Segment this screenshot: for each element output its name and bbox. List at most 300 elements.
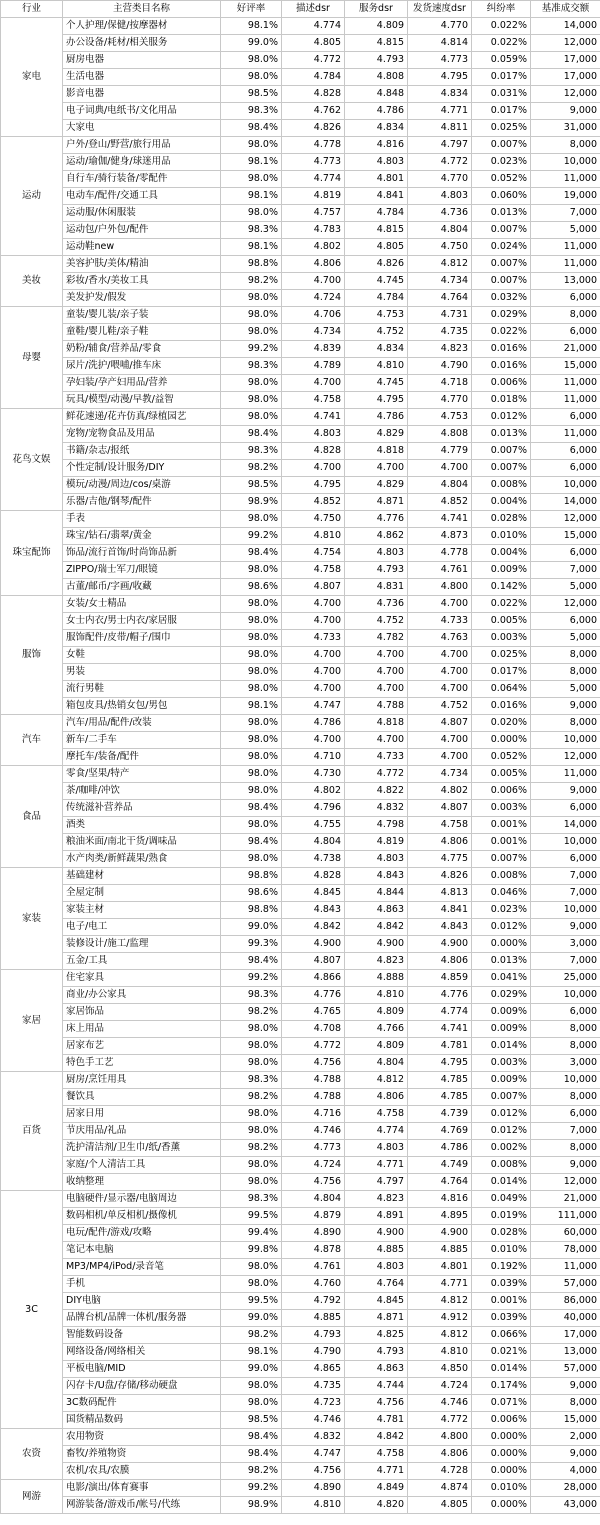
category-cell: 3C数码配件 [63, 1395, 221, 1412]
base-sales-cell: 15,000 [531, 358, 600, 375]
positive-rate-cell: 98.2% [221, 1463, 282, 1480]
service-dsr-cell: 4.771 [345, 1463, 408, 1480]
description-dsr-cell: 4.890 [282, 1225, 345, 1242]
table-row [1, 1327, 600, 1344]
dispute-rate-cell: 0.005% [472, 613, 531, 630]
base-sales-cell: 8,000 [531, 715, 600, 732]
dispute-rate-cell: 0.025% [472, 647, 531, 664]
table-row [1, 222, 600, 239]
base-sales-cell: 12,000 [531, 749, 600, 766]
positive-rate-cell: 98.3% [221, 103, 282, 120]
table-row [1, 851, 600, 868]
dispute-rate-cell: 0.008% [472, 868, 531, 885]
table-row [1, 154, 600, 171]
shipping-dsr-cell: 4.724 [408, 1378, 472, 1395]
base-sales-cell: 7,000 [531, 562, 600, 579]
positive-rate-cell: 98.0% [221, 324, 282, 341]
positive-rate-cell: 98.0% [221, 137, 282, 154]
positive-rate-cell: 98.3% [221, 222, 282, 239]
table-row [1, 205, 600, 222]
category-cell: 全屋定制 [63, 885, 221, 902]
base-sales-cell: 14,000 [531, 494, 600, 511]
base-sales-cell: 17,000 [531, 69, 600, 86]
shipping-dsr-cell: 4.797 [408, 137, 472, 154]
category-cell: 家庭/个人清洁工具 [63, 1157, 221, 1174]
shipping-dsr-cell: 4.764 [408, 290, 472, 307]
base-sales-cell: 9,000 [531, 698, 600, 715]
dispute-rate-cell: 0.021% [472, 1344, 531, 1361]
shipping-dsr-cell: 4.749 [408, 1157, 472, 1174]
category-cell: 手表 [63, 511, 221, 528]
dispute-rate-cell: 0.009% [472, 562, 531, 579]
category-cell: 乐器/吉他/钢琴/配件 [63, 494, 221, 511]
category-cell: 节庆用品/礼品 [63, 1123, 221, 1140]
positive-rate-cell: 98.1% [221, 18, 282, 35]
base-sales-cell: 9,000 [531, 1157, 600, 1174]
dispute-rate-cell: 0.007% [472, 851, 531, 868]
dispute-rate-cell: 0.028% [472, 511, 531, 528]
dispute-rate-cell: 0.013% [472, 953, 531, 970]
description-dsr-cell: 4.700 [282, 596, 345, 613]
shipping-dsr-cell: 4.758 [408, 817, 472, 834]
base-sales-cell: 10,000 [531, 477, 600, 494]
base-sales-cell: 11,000 [531, 171, 600, 188]
shipping-dsr-cell: 4.850 [408, 1361, 472, 1378]
table-row [1, 783, 600, 800]
table-row [1, 698, 600, 715]
positive-rate-cell: 98.2% [221, 1004, 282, 1021]
base-sales-cell: 28,000 [531, 1480, 600, 1497]
dispute-rate-cell: 0.060% [472, 188, 531, 205]
base-sales-cell: 10,000 [531, 1072, 600, 1089]
positive-rate-cell: 99.0% [221, 1310, 282, 1327]
category-cell: 农机/农具/农膜 [63, 1463, 221, 1480]
positive-rate-cell: 98.2% [221, 1327, 282, 1344]
table-row [1, 69, 600, 86]
shipping-dsr-cell: 4.736 [408, 205, 472, 222]
header-shipping-dsr: 发货速度dsr [408, 1, 472, 18]
table-row [1, 817, 600, 834]
table-row [1, 1174, 600, 1191]
service-dsr-cell: 4.745 [345, 273, 408, 290]
service-dsr-cell: 4.795 [345, 392, 408, 409]
dispute-rate-cell: 0.013% [472, 205, 531, 222]
base-sales-cell: 8,000 [531, 137, 600, 154]
description-dsr-cell: 4.730 [282, 766, 345, 783]
category-cell: 电子词典/电纸书/文化用品 [63, 103, 221, 120]
category-cell: 女装/女士精品 [63, 596, 221, 613]
shipping-dsr-cell: 4.812 [408, 1293, 472, 1310]
table-row [1, 477, 600, 494]
positive-rate-cell: 98.0% [221, 851, 282, 868]
shipping-dsr-cell: 4.800 [408, 1429, 472, 1446]
table-row [1, 647, 600, 664]
dispute-rate-cell: 0.001% [472, 817, 531, 834]
positive-rate-cell: 98.6% [221, 885, 282, 902]
dispute-rate-cell: 0.059% [472, 52, 531, 69]
service-dsr-cell: 4.804 [345, 1055, 408, 1072]
header-dispute-rate: 纠纷率 [472, 1, 531, 18]
table-row [1, 273, 600, 290]
positive-rate-cell: 98.5% [221, 86, 282, 103]
description-dsr-cell: 4.747 [282, 1446, 345, 1463]
base-sales-cell: 21,000 [531, 341, 600, 358]
category-cell: 网络设备/网络相关 [63, 1344, 221, 1361]
positive-rate-cell: 98.0% [221, 749, 282, 766]
dispute-rate-cell: 0.018% [472, 392, 531, 409]
category-cell: 流行男鞋 [63, 681, 221, 698]
industry-cell: 美妆 [1, 256, 63, 307]
positive-rate-cell: 98.1% [221, 698, 282, 715]
category-cell: 电子/电工 [63, 919, 221, 936]
category-cell: 零食/坚果/特产 [63, 766, 221, 783]
table-row [1, 460, 600, 477]
base-sales-cell: 6,000 [531, 613, 600, 630]
positive-rate-cell: 98.9% [221, 494, 282, 511]
description-dsr-cell: 4.828 [282, 443, 345, 460]
table-row [1, 171, 600, 188]
shipping-dsr-cell: 4.804 [408, 222, 472, 239]
industry-cell: 农资 [1, 1429, 63, 1480]
category-cell: 鲜花速递/花卉仿真/绿植园艺 [63, 409, 221, 426]
service-dsr-cell: 4.815 [345, 35, 408, 52]
description-dsr-cell: 4.802 [282, 239, 345, 256]
table-row [1, 1310, 600, 1327]
description-dsr-cell: 4.700 [282, 460, 345, 477]
shipping-dsr-cell: 4.785 [408, 1072, 472, 1089]
description-dsr-cell: 4.783 [282, 222, 345, 239]
base-sales-cell: 11,000 [531, 392, 600, 409]
base-sales-cell: 19,000 [531, 188, 600, 205]
shipping-dsr-cell: 4.718 [408, 375, 472, 392]
base-sales-cell: 15,000 [531, 528, 600, 545]
service-dsr-cell: 4.812 [345, 1072, 408, 1089]
description-dsr-cell: 4.819 [282, 188, 345, 205]
table-row [1, 953, 600, 970]
description-dsr-cell: 4.773 [282, 1140, 345, 1157]
category-cell: 闪存卡/U盘/存储/移动硬盘 [63, 1378, 221, 1395]
description-dsr-cell: 4.760 [282, 1276, 345, 1293]
description-dsr-cell: 4.802 [282, 783, 345, 800]
service-dsr-cell: 4.801 [345, 171, 408, 188]
table-row [1, 732, 600, 749]
table-row [1, 1225, 600, 1242]
industry-cell: 家居 [1, 970, 63, 1072]
service-dsr-cell: 4.784 [345, 290, 408, 307]
dispute-rate-cell: 0.012% [472, 409, 531, 426]
base-sales-cell: 13,000 [531, 273, 600, 290]
service-dsr-cell: 4.803 [345, 1259, 408, 1276]
description-dsr-cell: 4.778 [282, 137, 345, 154]
description-dsr-cell: 4.865 [282, 1361, 345, 1378]
table-row [1, 120, 600, 137]
shipping-dsr-cell: 4.912 [408, 1310, 472, 1327]
category-cell: 厨房电器 [63, 52, 221, 69]
base-sales-cell: 9,000 [531, 1446, 600, 1463]
service-dsr-cell: 4.805 [345, 239, 408, 256]
shipping-dsr-cell: 4.770 [408, 392, 472, 409]
shipping-dsr-cell: 4.771 [408, 1276, 472, 1293]
shipping-dsr-cell: 4.800 [408, 579, 472, 596]
shipping-dsr-cell: 4.700 [408, 460, 472, 477]
category-cell: 生活电器 [63, 69, 221, 86]
table-row [1, 1480, 600, 1497]
dispute-rate-cell: 0.007% [472, 273, 531, 290]
shipping-dsr-cell: 4.801 [408, 1259, 472, 1276]
dispute-rate-cell: 0.005% [472, 766, 531, 783]
table-row [1, 1361, 600, 1378]
dispute-rate-cell: 0.017% [472, 103, 531, 120]
dispute-rate-cell: 0.003% [472, 630, 531, 647]
service-dsr-cell: 4.786 [345, 103, 408, 120]
description-dsr-cell: 4.724 [282, 290, 345, 307]
dispute-rate-cell: 0.032% [472, 290, 531, 307]
category-cell: 畜牧/养殖物资 [63, 1446, 221, 1463]
description-dsr-cell: 4.700 [282, 732, 345, 749]
base-sales-cell: 11,000 [531, 1259, 600, 1276]
base-sales-cell: 10,000 [531, 154, 600, 171]
base-sales-cell: 12,000 [531, 35, 600, 52]
dispute-rate-cell: 0.009% [472, 1004, 531, 1021]
category-cell: 餐饮具 [63, 1089, 221, 1106]
dispute-rate-cell: 0.012% [472, 1123, 531, 1140]
description-dsr-cell: 4.805 [282, 35, 345, 52]
table-row [1, 868, 600, 885]
service-dsr-cell: 4.700 [345, 732, 408, 749]
industry-cell: 母婴 [1, 307, 63, 409]
table-row [1, 1004, 600, 1021]
shipping-dsr-cell: 4.778 [408, 545, 472, 562]
table-row [1, 749, 600, 766]
description-dsr-cell: 4.757 [282, 205, 345, 222]
base-sales-cell: 21,000 [531, 1191, 600, 1208]
description-dsr-cell: 4.845 [282, 885, 345, 902]
positive-rate-cell: 99.2% [221, 528, 282, 545]
dispute-rate-cell: 0.000% [472, 936, 531, 953]
dispute-rate-cell: 0.022% [472, 35, 531, 52]
service-dsr-cell: 4.834 [345, 120, 408, 137]
description-dsr-cell: 4.807 [282, 953, 345, 970]
category-cell: 汽车/用品/配件/改装 [63, 715, 221, 732]
dispute-rate-cell: 0.014% [472, 1174, 531, 1191]
category-cell: 玩具/模型/动漫/早教/益智 [63, 392, 221, 409]
positive-rate-cell: 98.2% [221, 1140, 282, 1157]
table-row [1, 1106, 600, 1123]
table-row [1, 562, 600, 579]
dispute-rate-cell: 0.020% [472, 715, 531, 732]
category-cell: 特色手工艺 [63, 1055, 221, 1072]
shipping-dsr-cell: 4.805 [408, 1497, 472, 1514]
positive-rate-cell: 98.0% [221, 1174, 282, 1191]
positive-rate-cell: 98.0% [221, 69, 282, 86]
service-dsr-cell: 4.793 [345, 1344, 408, 1361]
category-cell: 运动服/休闲服装 [63, 205, 221, 222]
base-sales-cell: 4,000 [531, 1463, 600, 1480]
positive-rate-cell: 98.9% [221, 1497, 282, 1514]
base-sales-cell: 78,000 [531, 1242, 600, 1259]
category-cell: 平板电脑/MID [63, 1361, 221, 1378]
dispute-rate-cell: 0.017% [472, 69, 531, 86]
dispute-rate-cell: 0.007% [472, 137, 531, 154]
table-row [1, 18, 600, 35]
dispute-rate-cell: 0.006% [472, 1412, 531, 1429]
category-cell: 粮油米面/南北干货/调味品 [63, 834, 221, 851]
positive-rate-cell: 99.5% [221, 1208, 282, 1225]
service-dsr-cell: 4.758 [345, 1106, 408, 1123]
header-description-dsr: 描述dsr [282, 1, 345, 18]
category-cell: ZIPPO/瑞士军刀/眼镜 [63, 562, 221, 579]
shipping-dsr-cell: 4.900 [408, 1225, 472, 1242]
description-dsr-cell: 4.700 [282, 273, 345, 290]
positive-rate-cell: 98.0% [221, 715, 282, 732]
shipping-dsr-cell: 4.773 [408, 52, 472, 69]
positive-rate-cell: 98.0% [221, 52, 282, 69]
service-dsr-cell: 4.803 [345, 1140, 408, 1157]
base-sales-cell: 6,000 [531, 800, 600, 817]
table-row [1, 1395, 600, 1412]
base-sales-cell: 40,000 [531, 1310, 600, 1327]
service-dsr-cell: 4.862 [345, 528, 408, 545]
dispute-rate-cell: 0.004% [472, 494, 531, 511]
category-cell: 自行车/骑行装备/零配件 [63, 171, 221, 188]
category-cell: 男装 [63, 664, 221, 681]
dispute-rate-cell: 0.016% [472, 341, 531, 358]
service-dsr-cell: 4.809 [345, 1004, 408, 1021]
service-dsr-cell: 4.752 [345, 613, 408, 630]
dispute-rate-cell: 0.066% [472, 1327, 531, 1344]
industry-cell: 珠宝配饰 [1, 511, 63, 596]
description-dsr-cell: 4.734 [282, 324, 345, 341]
base-sales-cell: 11,000 [531, 426, 600, 443]
shipping-dsr-cell: 4.807 [408, 800, 472, 817]
category-cell: 美发护发/假发 [63, 290, 221, 307]
service-dsr-cell: 4.810 [345, 987, 408, 1004]
service-dsr-cell: 4.832 [345, 800, 408, 817]
service-dsr-cell: 4.842 [345, 1429, 408, 1446]
dispute-rate-cell: 0.001% [472, 1293, 531, 1310]
service-dsr-cell: 4.803 [345, 154, 408, 171]
dispute-rate-cell: 0.024% [472, 239, 531, 256]
table-row [1, 443, 600, 460]
service-dsr-cell: 4.745 [345, 375, 408, 392]
industry-cell: 汽车 [1, 715, 63, 766]
dispute-rate-cell: 0.010% [472, 1242, 531, 1259]
service-dsr-cell: 4.845 [345, 1293, 408, 1310]
table-row [1, 35, 600, 52]
category-cell: 厨房/烹饪用具 [63, 1072, 221, 1089]
table-row [1, 715, 600, 732]
description-dsr-cell: 4.700 [282, 375, 345, 392]
category-cell: 童鞋/婴儿鞋/亲子鞋 [63, 324, 221, 341]
service-dsr-cell: 4.826 [345, 256, 408, 273]
service-dsr-cell: 4.829 [345, 477, 408, 494]
dispute-rate-cell: 0.022% [472, 596, 531, 613]
category-cell: 箱包皮具/热销女包/男包 [63, 698, 221, 715]
shipping-dsr-cell: 4.843 [408, 919, 472, 936]
positive-rate-cell: 98.0% [221, 664, 282, 681]
dispute-rate-cell: 0.003% [472, 1055, 531, 1072]
description-dsr-cell: 4.806 [282, 256, 345, 273]
positive-rate-cell: 99.0% [221, 1361, 282, 1378]
base-sales-cell: 14,000 [531, 18, 600, 35]
shipping-dsr-cell: 4.734 [408, 273, 472, 290]
description-dsr-cell: 4.788 [282, 1072, 345, 1089]
description-dsr-cell: 4.866 [282, 970, 345, 987]
description-dsr-cell: 4.765 [282, 1004, 345, 1021]
dispute-rate-cell: 0.022% [472, 324, 531, 341]
service-dsr-cell: 4.782 [345, 630, 408, 647]
positive-rate-cell: 98.0% [221, 766, 282, 783]
category-cell: 书籍/杂志/报纸 [63, 443, 221, 460]
service-dsr-cell: 4.700 [345, 647, 408, 664]
shipping-dsr-cell: 4.786 [408, 1140, 472, 1157]
service-dsr-cell: 4.700 [345, 664, 408, 681]
service-dsr-cell: 4.843 [345, 868, 408, 885]
shipping-dsr-cell: 4.816 [408, 1191, 472, 1208]
base-sales-cell: 7,000 [531, 1123, 600, 1140]
category-cell: 童装/婴儿装/亲子装 [63, 307, 221, 324]
shipping-dsr-cell: 4.812 [408, 1327, 472, 1344]
table-row [1, 375, 600, 392]
dispute-rate-cell: 0.022% [472, 18, 531, 35]
service-dsr-cell: 4.825 [345, 1327, 408, 1344]
dispute-rate-cell: 0.039% [472, 1310, 531, 1327]
category-cell: 基础建材 [63, 868, 221, 885]
dispute-rate-cell: 0.142% [472, 579, 531, 596]
shipping-dsr-cell: 4.811 [408, 120, 472, 137]
description-dsr-cell: 4.756 [282, 1055, 345, 1072]
dispute-rate-cell: 0.049% [472, 1191, 531, 1208]
table-row [1, 1021, 600, 1038]
service-dsr-cell: 4.822 [345, 783, 408, 800]
dispute-rate-cell: 0.014% [472, 1361, 531, 1378]
positive-rate-cell: 98.0% [221, 630, 282, 647]
header-industry: 行业 [1, 1, 63, 18]
positive-rate-cell: 98.1% [221, 1344, 282, 1361]
dispute-rate-cell: 0.010% [472, 528, 531, 545]
description-dsr-cell: 4.803 [282, 426, 345, 443]
positive-rate-cell: 98.3% [221, 987, 282, 1004]
shipping-dsr-cell: 4.775 [408, 851, 472, 868]
base-sales-cell: 25,000 [531, 970, 600, 987]
service-dsr-cell: 4.766 [345, 1021, 408, 1038]
shipping-dsr-cell: 4.741 [408, 511, 472, 528]
description-dsr-cell: 4.773 [282, 154, 345, 171]
base-sales-cell: 57,000 [531, 1276, 600, 1293]
category-cell: 古董/邮币/字画/收藏 [63, 579, 221, 596]
industry-cell: 家电 [1, 18, 63, 137]
service-dsr-cell: 4.764 [345, 1276, 408, 1293]
description-dsr-cell: 4.708 [282, 1021, 345, 1038]
positive-rate-cell: 99.2% [221, 970, 282, 987]
table-row [1, 341, 600, 358]
table-row [1, 86, 600, 103]
base-sales-cell: 13,000 [531, 1344, 600, 1361]
shipping-dsr-cell: 4.700 [408, 732, 472, 749]
category-cell: 商业/办公家具 [63, 987, 221, 1004]
base-sales-cell: 17,000 [531, 1327, 600, 1344]
table-row [1, 613, 600, 630]
dispute-rate-cell: 0.029% [472, 987, 531, 1004]
category-cell: 数码相机/单反相机/摄像机 [63, 1208, 221, 1225]
description-dsr-cell: 4.747 [282, 698, 345, 715]
positive-rate-cell: 98.5% [221, 1412, 282, 1429]
base-sales-cell: 60,000 [531, 1225, 600, 1242]
category-cell: 饰品/流行首饰/时尚饰品新 [63, 545, 221, 562]
service-dsr-cell: 4.834 [345, 341, 408, 358]
category-cell: 女士内衣/男士内衣/家居服 [63, 613, 221, 630]
service-dsr-cell: 4.871 [345, 494, 408, 511]
